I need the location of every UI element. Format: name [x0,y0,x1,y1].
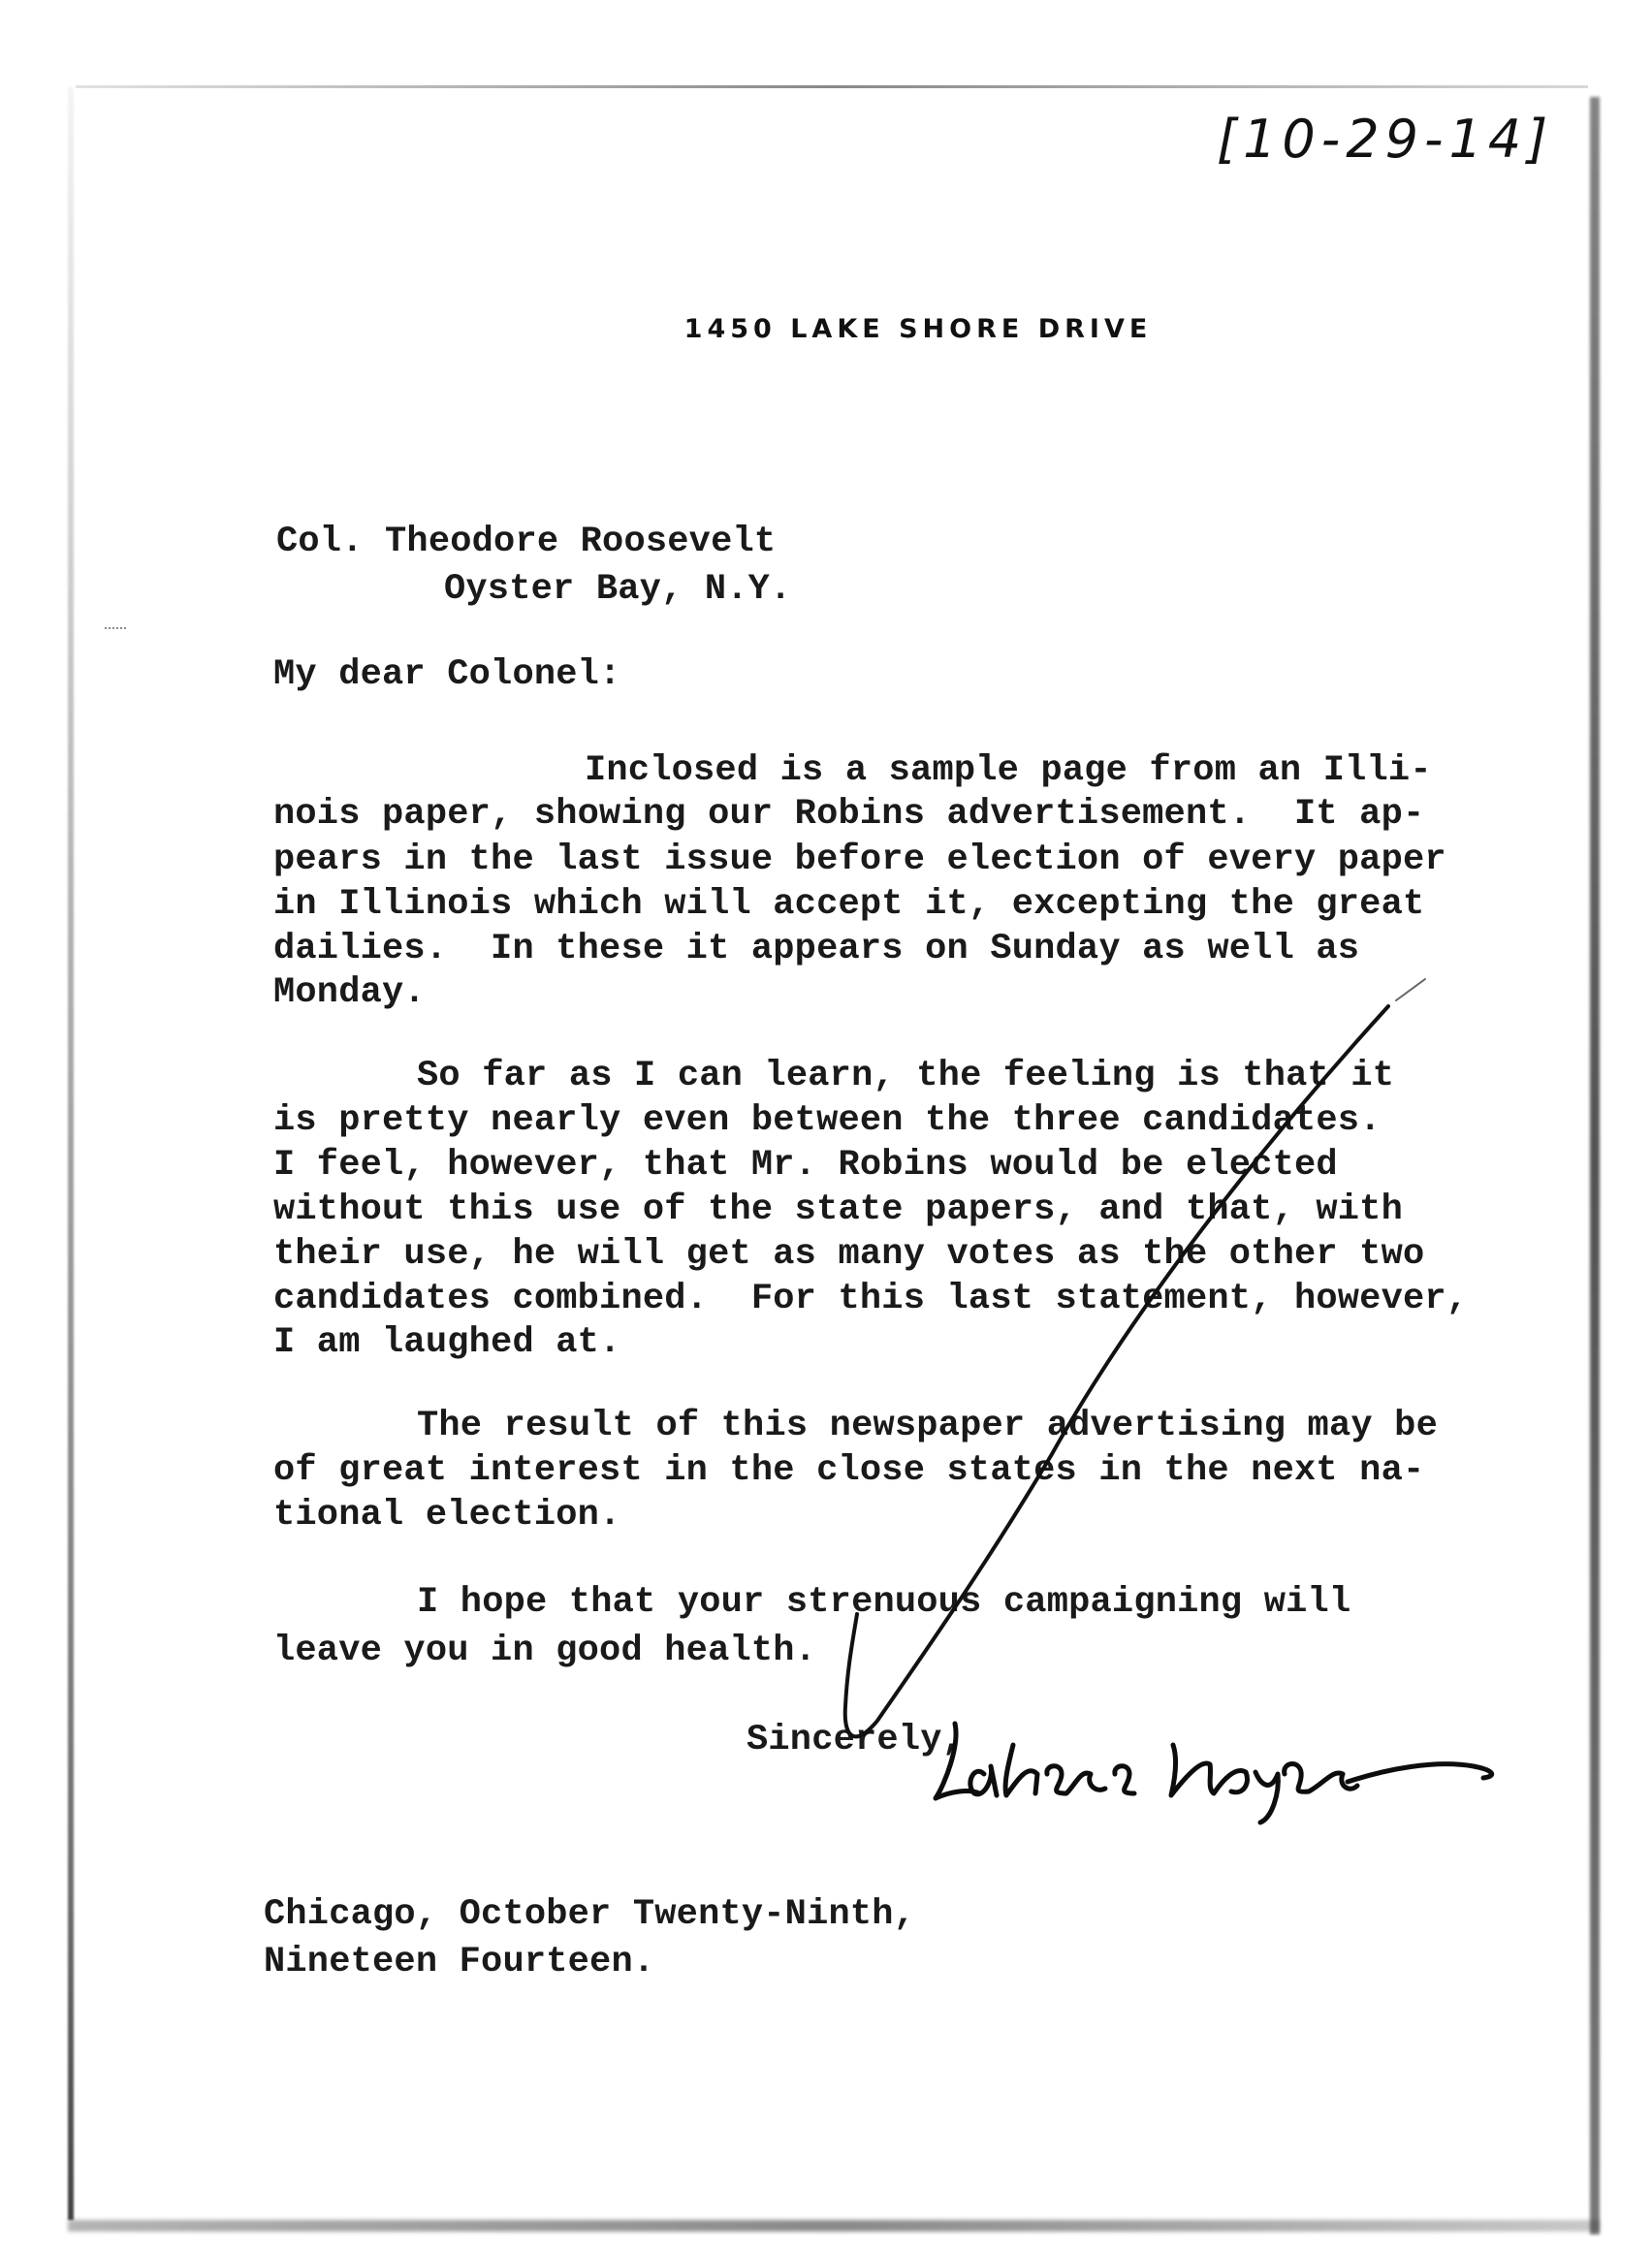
recipient-name: Col. Theodore Roosevelt [276,522,777,562]
paragraph-line: without this use of the state papers, and that, with [273,1189,1403,1230]
date-stamp: [10-29-14] [1217,109,1554,170]
closing: Sincerely, [747,1720,965,1760]
paragraph-line: So far as I can learn, the feeling is that it [417,1056,1395,1096]
letterhead-address: 1450 LAKE SHORE DRIVE [683,314,1153,344]
footer-date-line-1: Chicago, October Twenty-Ninth, [264,1894,916,1935]
stray-mark [105,627,126,635]
paragraph-line: tional election. [273,1495,621,1536]
paragraph-line: in Illinois which will accept it, excepting the great [273,884,1425,925]
paragraph-line: their use, he will get as many votes as the other two [273,1234,1425,1275]
paragraph-line: dailies. In these it appears on Sunday as well as [273,929,1360,969]
paragraph-line: nois paper, showing our Robins advertisement. It ap- [273,794,1425,835]
scan-edge-right [1590,97,1600,2234]
paragraph-line: I am laughed at. [273,1322,621,1363]
paragraph-line: I feel, however, that Mr. Robins would be elected [273,1145,1338,1186]
scan-edge-bottom [68,2220,1600,2232]
footer-date-line-2: Nineteen Fourteen. [264,1942,655,1982]
paragraph-line: Inclosed is a sample page from an Illi- [585,750,1432,791]
recipient-location: Oyster Bay, N.Y. [444,569,792,610]
paragraph-line: Monday. [273,972,426,1013]
scan-edge-left [68,87,74,2220]
paragraph-line: candidates combined. For this last statement, however, [273,1279,1469,1319]
signature-handwriting [936,1724,1492,1822]
paragraph-line: pears in the last issue before election of every paper [273,840,1446,880]
salutation: My dear Colonel: [273,654,621,695]
paragraph-line: of great interest in the close states in the next na- [273,1450,1425,1491]
paragraph-line: The result of this newspaper advertising may be [417,1406,1438,1446]
scan-edge-top [76,85,1588,88]
paragraph-line: is pretty nearly even between the three candidates. [273,1100,1382,1141]
paragraph-line: I hope that your strenuous campaigning will [417,1582,1351,1623]
paragraph-line: leave you in good health. [273,1631,817,1671]
